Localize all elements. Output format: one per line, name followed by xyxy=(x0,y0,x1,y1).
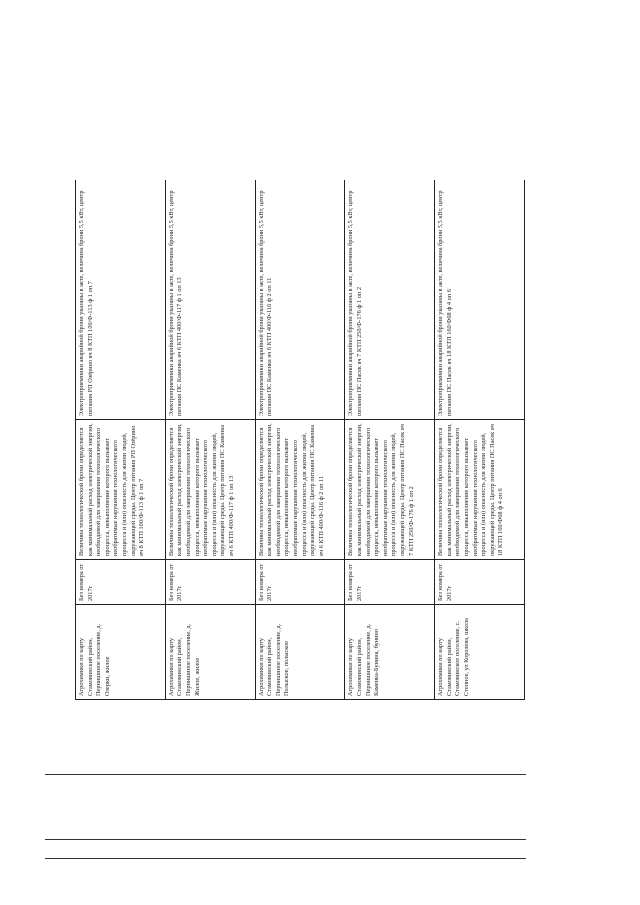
cell-description: Величина технологической брони определяется как минимальный расход электрической энергии, необходимой для завершения технологического процесса, невыполнение которого вызывает необратимые нарушения технологического процесса и (или) опасность для жизни людей, окружающей среды. Центр питания ПС Пасек яч 7 КТП 250/Ф-176 ф 1 оп 2 xyxy=(345,420,435,560)
table-row xyxy=(255,180,345,700)
cell-description: Величина технологической брони определяется как минимальный расход электрической энергии, необходимой для завершения технологического процесса, невыполнение которого вызывает необратимые нарушения технологического процесса и (или) опасность для жизни людей, окружающей среды. Центр питания РП Озёрино яч 8 КТП 100/Ф-113 ф 1 оп 7 xyxy=(76,420,166,560)
cell-location: Агрохимики по карту Стамовинский район, Пернишиное поселение, д. Жилое, жилое xyxy=(165,605,255,700)
table-row xyxy=(76,180,166,700)
cell-period: Без номера от 2017г xyxy=(255,560,345,605)
cell-description: Величина технологической брони определяется как минимальный расход электрической энергии, необходимой для завершения технологического процесса, невыполнение которого вызывает необратимые нарушения технологического процесса и (или) опасность для жизни людей, окружающей среды. Центр питания ПС Каменка яч 6 КТП 400/Ф-117 ф 1 оп 13 xyxy=(165,420,255,560)
rotated-table-frame xyxy=(75,180,525,700)
cell-period: Без номера от 2017г xyxy=(435,560,525,605)
cell-location: Агрохимики по карту Стамовинский район, Пернишиное поселение, д. Озерки, жилое xyxy=(76,605,166,700)
cell-note: Электроприемники аварийной брони указаны в акте, величина брони 5,5 кВт, центр питания ПС Пасек яч 7 КТП 250/Ф-176 ф 1 оп 2 xyxy=(345,180,435,420)
cell-period: Без номера от 2017г xyxy=(345,560,435,605)
rotated-table-content xyxy=(75,180,525,700)
cell-note: Электроприемники аварийной брони указаны в акте, величина брони 5,5 кВт, центр питания ПС Каменка яч 6 КТП 400/Ф-117 ф 1 оп 13 xyxy=(165,180,255,420)
cell-location: Агрохимики по карту Стамовинский район, Стамовинское поселение, с. Степное, ул Королева, школа xyxy=(435,605,525,700)
cell-description: Величина технологической брони определяется как минимальный расход электрической энергии, необходимой для завершения технологического процесса, невыполнение которого вызывает необратимые нарушения технологического процесса и (или) опасность для жизни людей, окружающей среды. Центр питания ПС Каменка яч 6 КТП 400/Ф-116 ф 2 оп 11 xyxy=(255,420,345,560)
cell-note: Электроприемники аварийной брони указаны в акте, величина брони 5,5 кВт, центр питания ПС Каменка яч 6 КТП 400/Ф-116 ф 2 оп 11 xyxy=(255,180,345,420)
cell-note: Электроприемники аварийной брони указаны в акте, величина брони 5,5 кВт, центр питания РП Озёрино яч 8 КТП 100/Ф-113 ф 1 оп 7 xyxy=(76,180,166,420)
table-row xyxy=(435,180,525,700)
cell-location: Агрохимики по карту Стамовинский район, Пернишиное поселение, д. Полыское, полыское xyxy=(255,605,345,700)
separator-line xyxy=(45,839,526,840)
cell-note: Электроприемники аварийной брони указаны в акте, величина брони 5,5 кВт, центр питания ПС Пасек яч 18 КТП 160/Ф68 ф 4 оп 6 xyxy=(435,180,525,420)
backup-power-table xyxy=(75,180,525,700)
cell-period: Без номера от 2017г xyxy=(76,560,166,605)
cell-location: Агрохимики по карту Стамовинский район, Пернишиное поселение, д. Каменка-Бунина, бунино xyxy=(345,605,435,700)
separator-line xyxy=(45,858,526,859)
table-row xyxy=(165,180,255,700)
separator-line xyxy=(45,774,526,775)
table-row xyxy=(345,180,435,700)
cell-period: Без номера от 2017г xyxy=(165,560,255,605)
cell-description: Величина технологической брони определяется как минимальный расход электрической энергии, необходимой для завершения технологического процесса, невыполнение которого вызывает необратимые нарушения технологического процесса и (или) опасность для жизни людей, окружающей среды. Центр питания ПС Пасек яч 18 КТП 160/Ф68 ф 4 оп 6 xyxy=(435,420,525,560)
